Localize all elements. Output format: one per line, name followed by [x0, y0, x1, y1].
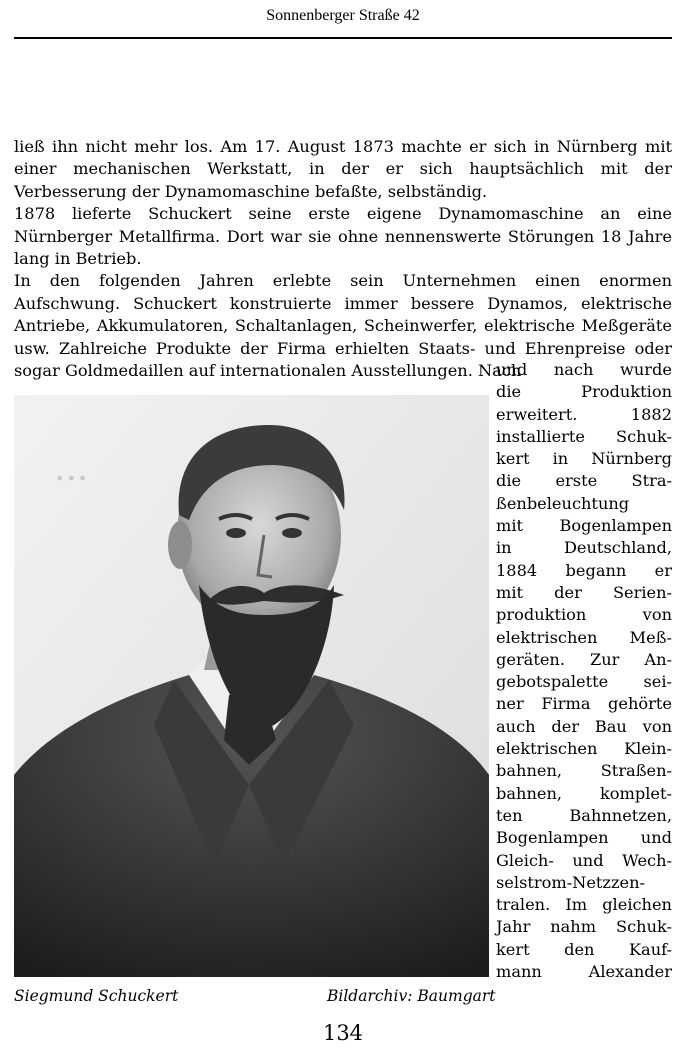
side-line: geräten. Zur An-: [496, 649, 672, 669]
side-line: Bogenlampen und: [496, 828, 672, 848]
side-line: 1884 begann er: [496, 560, 672, 580]
paragraph: ließ ihn nicht mehr los. Am 17. August 1873 machte er sich in Nürnberg mit einer mechanischen Werkstatt, in der er sich hauptsächlich mit der Verbesserung der Dynamomaschine befaßte, selbständig.: [14, 137, 672, 201]
side-line: in Deutschland,: [496, 538, 672, 558]
side-line: erweitert. 1882: [496, 404, 672, 424]
side-line: produktion von: [496, 605, 672, 625]
page-number: 134: [322, 1021, 364, 1045]
running-header: Sonnenberger Straße 42: [266, 7, 420, 24]
side-line: und nach wurde: [496, 360, 672, 379]
side-line: ßenbeleuchtung: [496, 493, 630, 513]
side-line: auch der Bau von: [496, 716, 672, 736]
paragraph: In den folgenden Jahren erlebte sein Unternehmen einen enormen Aufschwung. Schuckert konstruierte immer bessere Dynamos, elektrische Antriebe, Akkumulatoren, Schaltanlagen, Scheinwerfer, elektrische Meßgeräte usw. Zahlreiche Produkte der Firma erhielten Staats- und Ehrenpreise oder sogar Goldmedaillen auf internationalen Ausstellungen. Nach: [14, 271, 672, 381]
side-line: gebotspalette sei-: [496, 672, 672, 692]
side-line: elektrischen Klein-: [496, 739, 672, 759]
side-line: elektrischen Meß-: [496, 627, 672, 647]
portrait-photo: [14, 395, 489, 977]
paragraph: 1878 lieferte Schuckert seine erste eigene Dynamomaschine an eine Nürnberger Metallfirma. Dort war sie ohne nennenswerte Störungen 18 Jahre lang in Betrieb.: [14, 204, 672, 269]
main-text: [14, 136, 672, 382]
header-rule: [14, 37, 672, 39]
side-line: installierte Schuk-: [496, 426, 672, 446]
side-column-text: [496, 359, 672, 983]
side-line: bahnen, Straßen-: [496, 761, 672, 781]
side-line: mit Bogenlampen: [496, 516, 672, 536]
side-line: selstrom-Netzzen-: [496, 872, 645, 892]
portrait-illustration: [14, 395, 489, 977]
side-line: die erste Stra-: [496, 471, 672, 491]
side-line: mit der Serien-: [496, 582, 672, 602]
side-line: die Produktion: [496, 382, 672, 402]
side-line: Gleich- und Wech-: [496, 850, 672, 870]
side-line: mann Alexander: [496, 962, 672, 982]
side-line: ner Firma gehörte: [496, 694, 672, 714]
svg-text:...: ...: [54, 448, 89, 489]
side-line: kert den Kauf-: [496, 939, 672, 959]
side-line: Jahr nahm Schuk-: [496, 917, 672, 937]
figure-caption-name: Siegmund Schuckert: [14, 987, 179, 1005]
side-line: tralen. Im gleichen: [496, 895, 672, 915]
side-line: bahnen, komplet-: [496, 783, 672, 803]
side-line: kert in Nürnberg: [496, 449, 672, 469]
side-line: ten Bahnnetzen,: [496, 805, 672, 825]
figure-caption-credit: Bildarchiv: Baumgart: [327, 987, 496, 1005]
